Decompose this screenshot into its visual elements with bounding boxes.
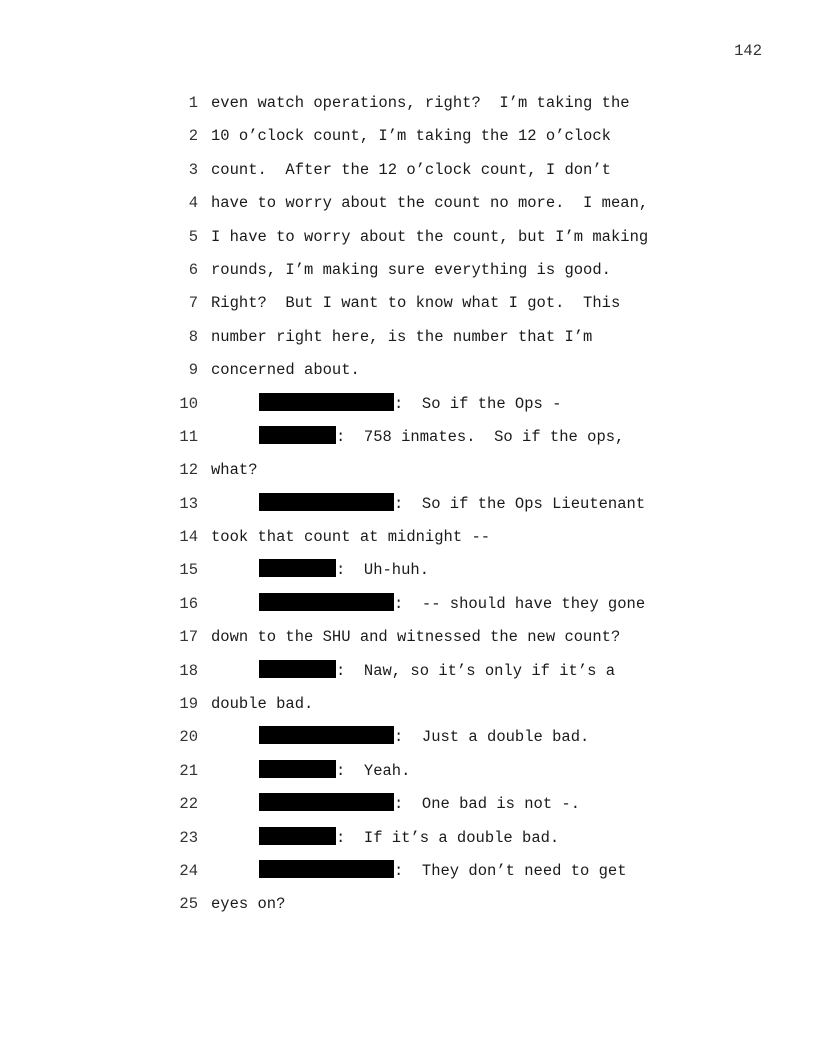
redacted-speaker-name (259, 726, 394, 744)
line-number: 13 (179, 494, 198, 513)
line-number: 3 (188, 160, 198, 179)
line-text: : Yeah. (336, 761, 411, 780)
line-number: 20 (179, 728, 198, 747)
line-number: 9 (188, 361, 198, 380)
line-number: 24 (179, 861, 198, 880)
transcript-line (0, 693, 816, 726)
line-number: 15 (179, 561, 198, 580)
redacted-speaker-name (259, 793, 394, 811)
speaker-line (259, 426, 624, 448)
line-number: 5 (188, 227, 198, 246)
transcript-line (0, 760, 816, 793)
speaker-line (259, 726, 589, 748)
line-text: number right here, is the number that I’m (211, 327, 593, 346)
redacted-speaker-name (259, 493, 394, 511)
line-text: have to worry about the count no more. I mean, (211, 194, 649, 213)
line-number: 16 (179, 594, 198, 613)
speaker-line (259, 593, 645, 615)
transcript-line (0, 326, 816, 359)
redacted-speaker-name (259, 827, 336, 845)
line-number: 7 (188, 294, 198, 313)
transcript-line (0, 593, 816, 626)
speaker-line (259, 393, 561, 415)
speaker-line (259, 660, 615, 682)
line-text: eyes on? (211, 895, 286, 914)
line-number: 1 (188, 94, 198, 112)
transcript-line (0, 192, 816, 225)
transcript-line (0, 359, 816, 392)
transcript-line (0, 626, 816, 659)
redacted-speaker-name (259, 393, 394, 411)
speaker-line (259, 827, 559, 849)
speaker-line (259, 860, 627, 882)
line-number: 8 (188, 327, 198, 346)
line-number: 12 (179, 461, 198, 480)
redacted-speaker-name (259, 860, 394, 878)
redacted-speaker-name (259, 760, 336, 778)
redacted-speaker-name (259, 426, 336, 444)
redacted-speaker-name (259, 559, 336, 577)
line-text: concerned about. (211, 361, 360, 380)
line-text: : They don’t need to get (394, 861, 627, 880)
line-number: 18 (179, 661, 198, 680)
transcript-line (0, 292, 816, 325)
line-text: even watch operations, right? I’m taking the (211, 94, 630, 112)
line-number: 2 (188, 127, 198, 146)
transcript-line (0, 159, 816, 192)
line-text: rounds, I’m making sure everything is good. (211, 260, 611, 279)
transcript-line (0, 259, 816, 292)
line-text: 10 o’clock count, I’m taking the 12 o’clock (211, 127, 611, 146)
line-number: 23 (179, 828, 198, 847)
transcript-line (0, 459, 816, 492)
line-text: double bad. (211, 695, 314, 714)
transcript-line (0, 493, 816, 526)
line-text: : So if the Ops Lieutenant (394, 494, 646, 513)
line-text: : One bad is not -. (394, 795, 581, 814)
transcript-line (0, 793, 816, 826)
line-text: : Naw, so it’s only if it’s a (336, 661, 616, 680)
line-text: : -- should have they gone (394, 594, 646, 613)
transcript-line (0, 92, 816, 125)
transcript-line (0, 125, 816, 158)
line-number: 14 (179, 528, 198, 547)
transcript-line (0, 526, 816, 559)
line-text: down to the SHU and witnessed the new count? (211, 628, 621, 647)
transcript-line (0, 226, 816, 259)
transcript-body (0, 92, 816, 927)
redacted-speaker-name (259, 593, 394, 611)
transcript-line (0, 559, 816, 592)
speaker-line (259, 760, 410, 782)
line-number: 25 (179, 895, 198, 914)
line-text: : If it’s a double bad. (336, 828, 560, 847)
line-number: 4 (188, 194, 198, 213)
line-text: : 758 inmates. So if the ops, (336, 427, 625, 446)
transcript-line (0, 893, 816, 926)
line-number: 10 (179, 394, 198, 413)
line-text: what? (211, 461, 258, 480)
line-text: Right? But I want to know what I got. This (211, 294, 621, 313)
line-text: : Uh-huh. (336, 561, 430, 580)
page-number: 142 (734, 42, 762, 60)
line-number: 6 (188, 260, 198, 279)
transcript-line (0, 726, 816, 759)
line-text: took that count at midnight -- (211, 528, 491, 547)
speaker-line (259, 793, 580, 815)
line-number: 11 (179, 427, 198, 446)
transcript-line (0, 393, 816, 426)
line-number: 17 (179, 628, 198, 647)
transcript-line (0, 660, 816, 693)
redacted-speaker-name (259, 660, 336, 678)
line-text: : Just a double bad. (394, 728, 590, 747)
line-text: count. After the 12 o’clock count, I don’t (211, 160, 611, 179)
speaker-line (259, 559, 429, 581)
line-text: I have to worry about the count, but I’m making (211, 227, 649, 246)
speaker-line (259, 493, 645, 515)
line-text: : So if the Ops - (394, 394, 562, 413)
line-number: 19 (179, 695, 198, 714)
line-number: 22 (179, 795, 198, 814)
transcript-line (0, 827, 816, 860)
transcript-line (0, 860, 816, 893)
line-number: 21 (179, 761, 198, 780)
transcript-line (0, 426, 816, 459)
